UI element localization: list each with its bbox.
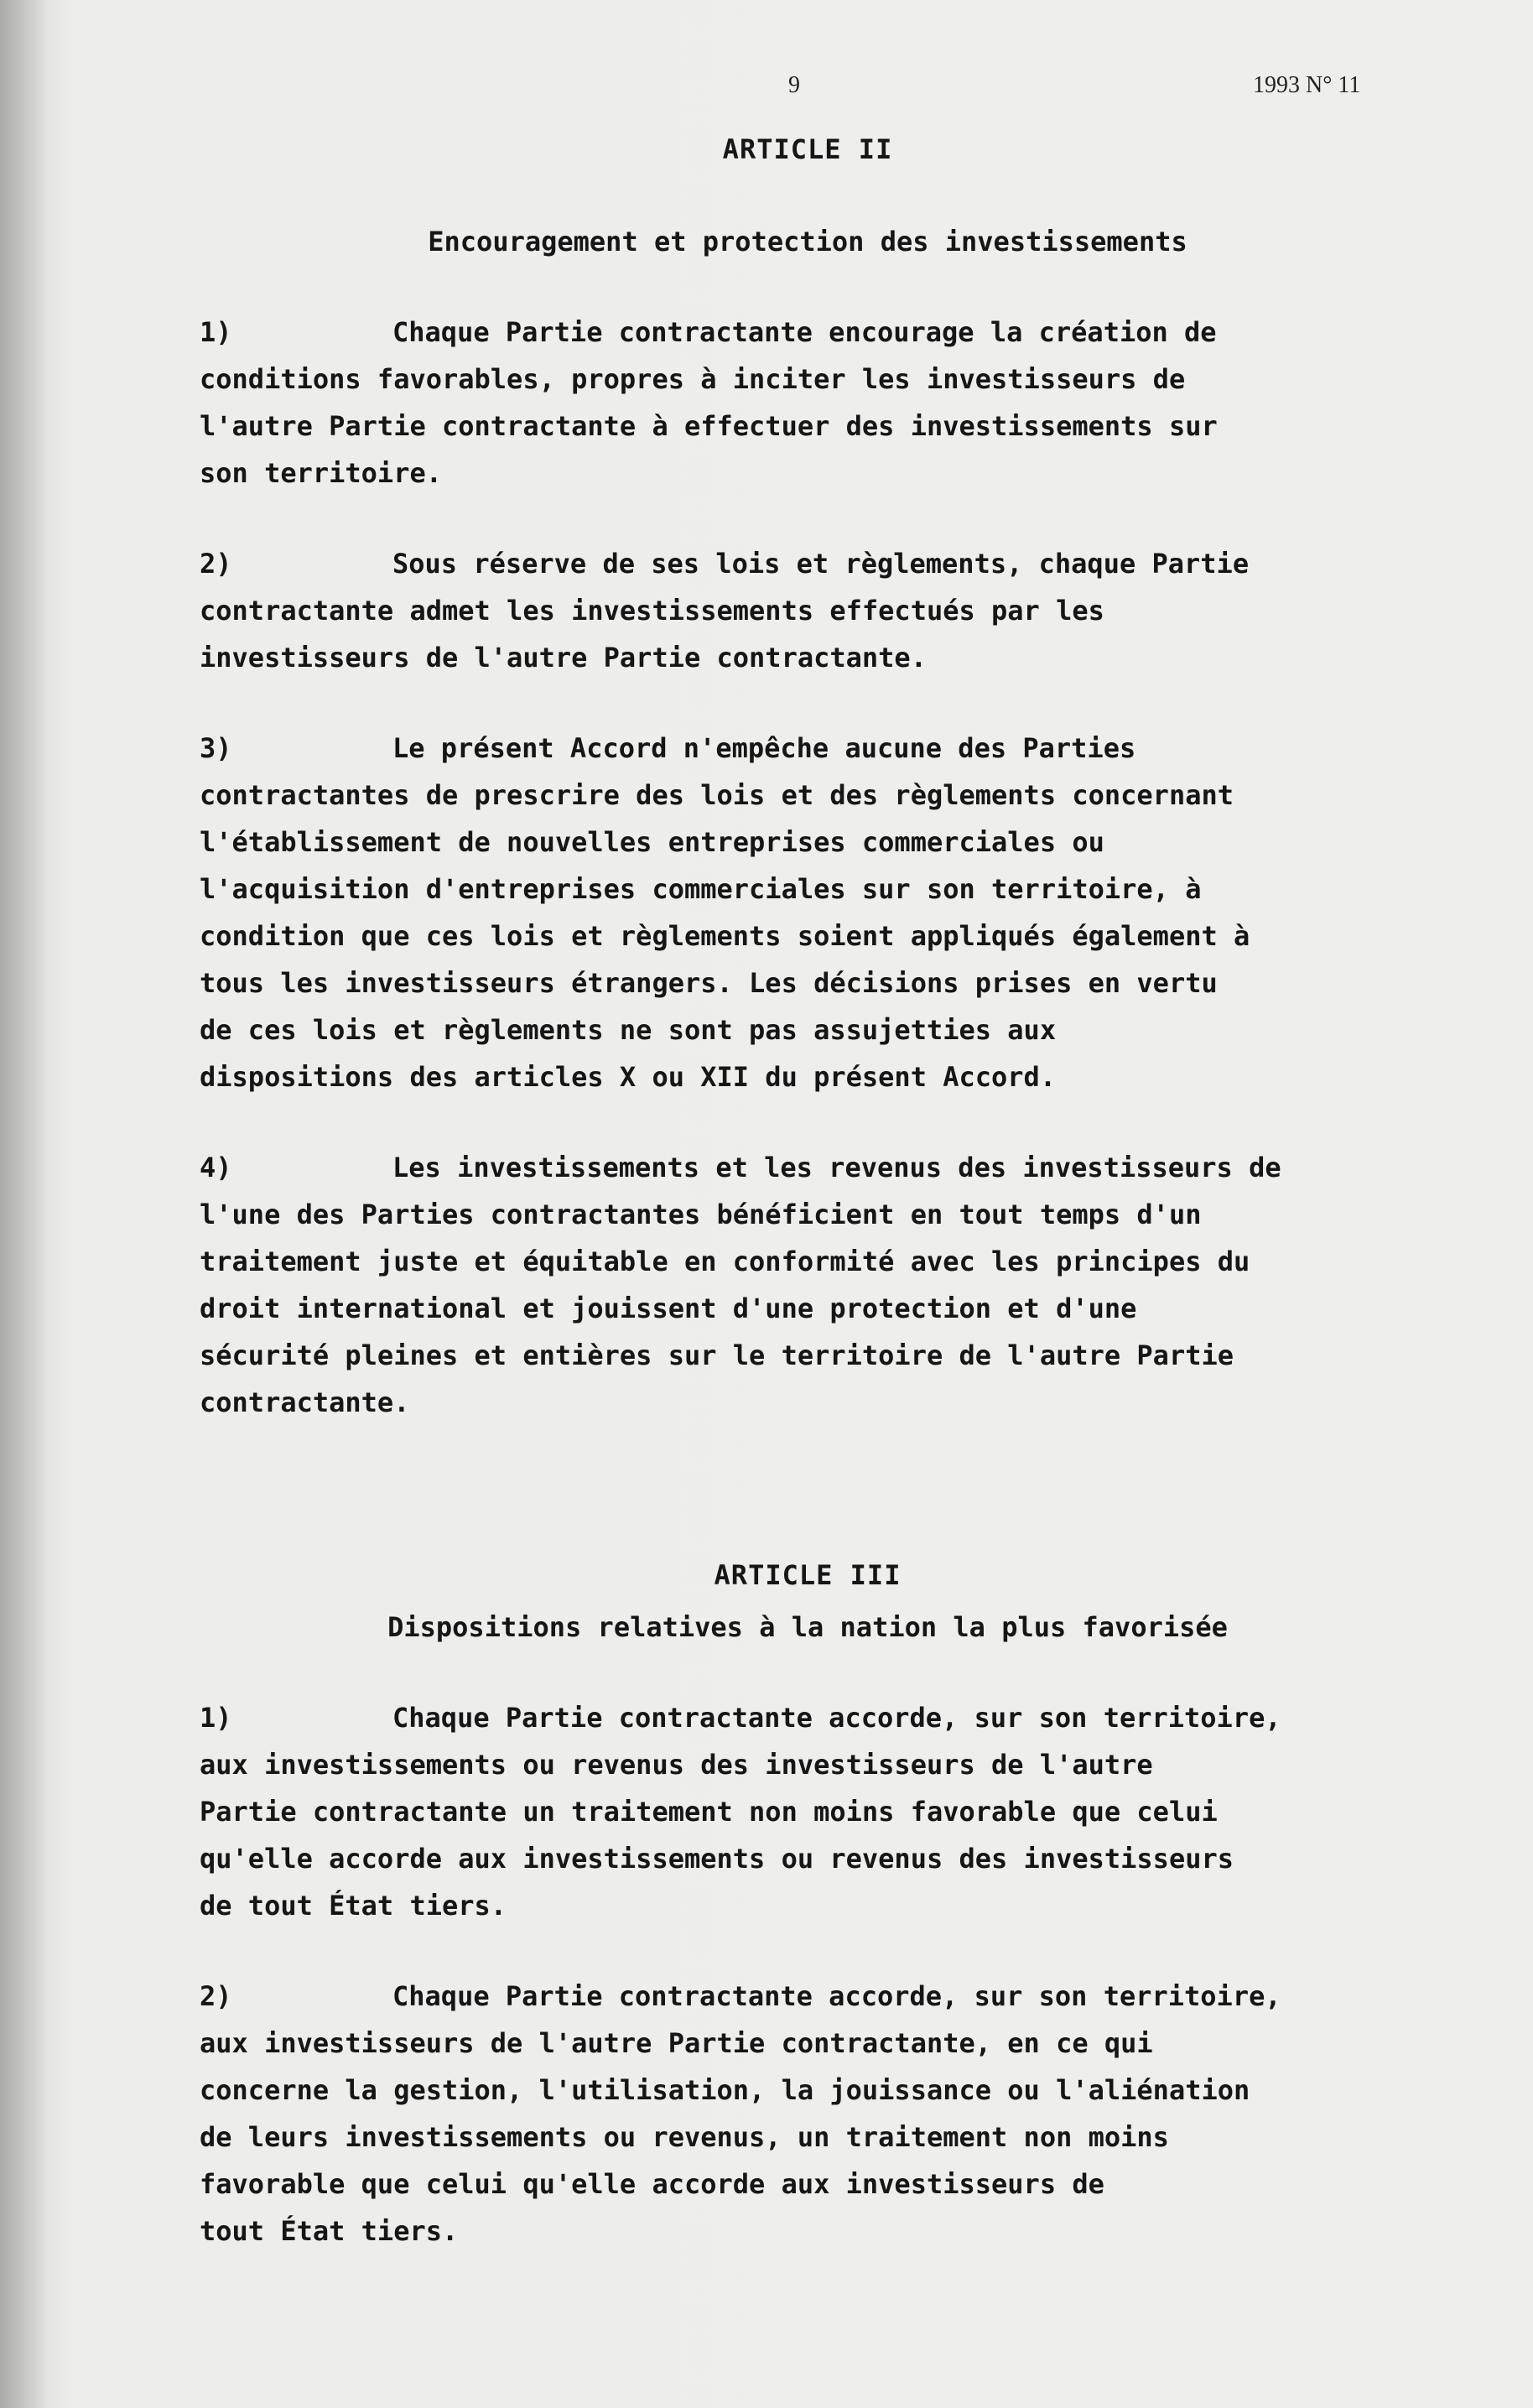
paragraph-line: favorable que celui qu'elle accorde aux investisseurs de — [200, 2168, 1104, 2200]
paragraph-line: l'autre Partie contractante à effectuer des investissements sur — [200, 410, 1218, 442]
article-2-paragraph-4 — [200, 1144, 1416, 1426]
document-body — [200, 126, 1416, 2255]
paragraph-line: Le présent Accord n'empêche aucune des Parties — [392, 732, 1136, 764]
book-spine-shadow — [0, 0, 49, 2408]
paragraph-number: 2) — [200, 1980, 232, 2012]
paragraph-line: droit international et jouissent d'une protection et d'une — [200, 1292, 1137, 1324]
article-2-subtitle: Encouragement et protection des investissements — [428, 226, 1187, 257]
paragraph-line: contractantes de prescrire des lois et des règlements concernant — [200, 779, 1234, 811]
paragraph-line: tout État tiers. — [200, 2215, 459, 2247]
paragraph-line: l'établissement de nouvelles entreprises commerciales ou — [200, 826, 1104, 858]
page-number: 9 — [788, 72, 800, 98]
paragraph-line: sécurité pleines et entières sur le territoire de l'autre Partie — [200, 1339, 1234, 1371]
article-2-title: ARTICLE II — [722, 133, 893, 165]
paragraph-number: 4) — [200, 1152, 232, 1183]
article-3-paragraph-2 — [200, 1973, 1416, 2255]
paragraph-line: concerne la gestion, l'utilisation, la jouissance ou l'aliénation — [200, 2074, 1250, 2106]
paragraph-line: aux investissements ou revenus des investisseurs de l'autre — [200, 1749, 1153, 1781]
paragraph-line: Partie contractante un traitement non moins favorable que celui — [200, 1796, 1218, 1828]
paragraph-line: qu'elle accorde aux investissements ou revenus des investisseurs — [200, 1843, 1234, 1875]
article-3-paragraph-1 — [200, 1694, 1416, 1929]
paragraph-line: Chaque Partie contractante accorde, sur son territoire, — [392, 1702, 1281, 1734]
paragraph-number: 3) — [200, 732, 232, 764]
paragraph-line: tous les investisseurs étrangers. Les décisions prises en vertu — [200, 967, 1218, 999]
paragraph-line: contractante admet les investissements effectués par les — [200, 595, 1104, 627]
paragraph-line: investisseurs de l'autre Partie contractante. — [200, 642, 927, 674]
article-2-paragraph-1 — [200, 309, 1416, 497]
article-3-subtitle: Dispositions relatives à la nation la plus favorisée — [387, 1611, 1228, 1643]
paragraph-line: condition que ces lois et règlements soient appliqués également à — [200, 920, 1250, 952]
paragraph-line: traitement juste et équitable en conformité avec les principes du — [200, 1246, 1250, 1277]
paragraph-line: de ces lois et règlements ne sont pas assujetties aux — [200, 1014, 1057, 1046]
paragraph-line: aux investisseurs de l'autre Partie contractante, en ce qui — [200, 2027, 1153, 2059]
document-reference: 1993 N° 11 — [1253, 72, 1361, 98]
paragraph-line: l'une des Parties contractantes bénéficient en tout temps d'un — [200, 1199, 1202, 1230]
paragraph-line: de tout État tiers. — [200, 1890, 507, 1922]
paragraph-line: dispositions des articles X ou XII du présent Accord. — [200, 1061, 1057, 1093]
article-2-paragraph-2 — [200, 540, 1416, 681]
paragraph-line: de leurs investissements ou revenus, un traitement non moins — [200, 2121, 1169, 2153]
paragraph-line: conditions favorables, propres à inciter les investisseurs de — [200, 363, 1186, 395]
paragraph-line: Chaque Partie contractante accorde, sur son territoire, — [392, 1980, 1281, 2012]
article-3-title: ARTICLE III — [714, 1559, 902, 1591]
paragraph-line: Sous réserve de ses lois et règlements, chaque Partie — [392, 548, 1250, 580]
paragraph-line: Les investissements et les revenus des investisseurs de — [392, 1152, 1281, 1183]
paragraph-line: son territoire. — [200, 457, 442, 489]
paragraph-line: Chaque Partie contractante encourage la création de — [392, 316, 1217, 348]
paragraph-number: 1) — [200, 316, 232, 348]
paragraph-number: 1) — [200, 1702, 232, 1734]
article-2-paragraph-3 — [200, 725, 1416, 1100]
paragraph-line: l'acquisition d'entreprises commerciales sur son territoire, à — [200, 873, 1202, 905]
paragraph-line: contractante. — [200, 1386, 410, 1418]
paragraph-number: 2) — [200, 548, 232, 580]
